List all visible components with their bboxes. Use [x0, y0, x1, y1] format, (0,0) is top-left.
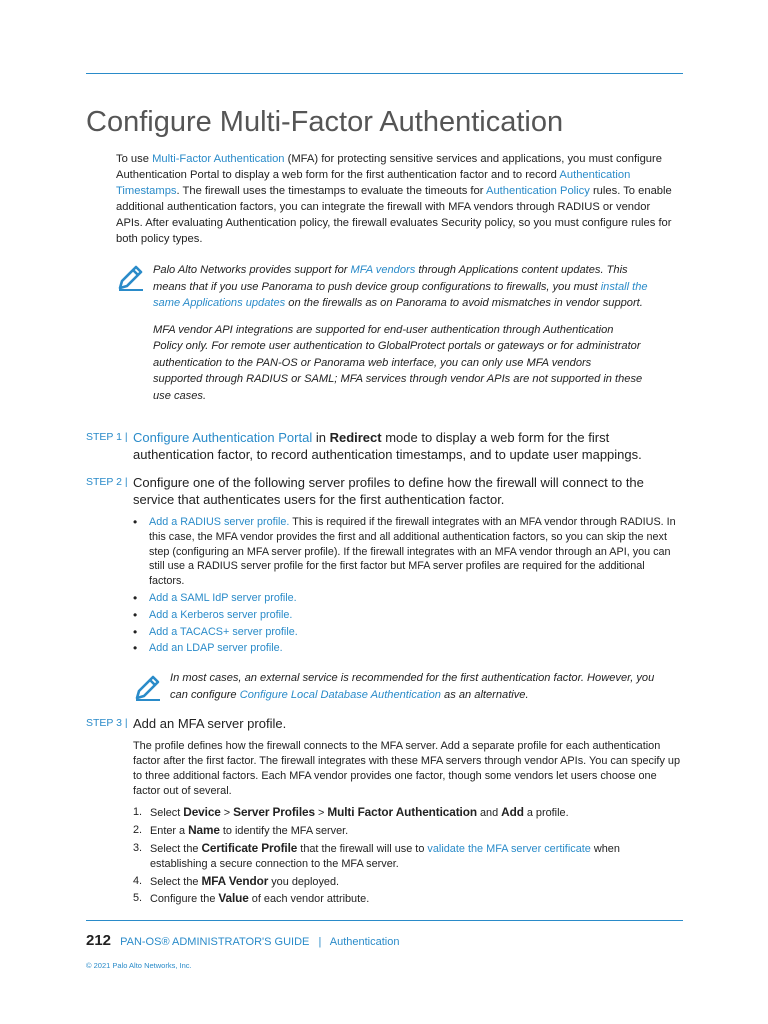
- footer-separator: |: [318, 936, 322, 948]
- list-item-text: to identify the MFA server.: [219, 824, 349, 837]
- note-text-part: Palo Alto Networks provides support for: [153, 264, 351, 276]
- list-item-text: a profile.: [523, 807, 569, 819]
- list-item-text: of each vendor attribute.: [248, 893, 370, 906]
- step-text-part: in: [312, 430, 330, 445]
- bottom-rule: [86, 920, 683, 921]
- page-footer: [86, 932, 399, 949]
- bullet: •: [133, 515, 138, 529]
- step-3-label: STEP 3 |: [86, 717, 128, 729]
- list-item-text: Configure the: [150, 893, 219, 906]
- list-item: [133, 841, 678, 873]
- note-text-part: as an alternative.: [440, 688, 529, 701]
- step-3-text: Add an MFA server profile.: [133, 716, 287, 731]
- copyright: © 2021 Palo Alto Networks, Inc.: [86, 961, 192, 970]
- note-text-part: on the firewalls as on Panorama to avoid mismatches in vendor support.: [285, 297, 643, 309]
- bullet: •: [133, 624, 138, 639]
- ui-term-multi-factor-authentication: Multi Factor Authentication: [327, 805, 477, 819]
- step-1-text: [133, 430, 686, 463]
- list-item-text: when establishing a secure connection to the MFA server.: [150, 842, 620, 870]
- ui-term-value: Value: [218, 891, 249, 906]
- guide-title: PAN-OS® ADMINISTRATOR'S GUIDE: [120, 936, 310, 948]
- step-2-text: Configure one of the following server profiles to define how the firewall will connect to the service that authenticates users for the first authentication factor.: [133, 475, 644, 507]
- list-number: 3.: [133, 841, 143, 854]
- link-add-tacacs-server-profile[interactable]: Add a TACACS+ server profile.: [149, 625, 298, 638]
- ui-term-certificate-profile: Certificate Profile: [201, 840, 298, 855]
- bullet: •: [133, 641, 138, 656]
- intro-text: rules. To enable additional authentication factors, you can integrate the firewall with MFA vendors through RADIUS or vendor APIs. After evaluating Authentication policy, the firewall evaluates Security policy, so you must configure rules for both policy types.: [116, 185, 672, 245]
- list-item: [133, 641, 678, 656]
- list-item-text: This is required if the firewall integrates with an MFA vendor through RADIUS. In this case, the MFA vendor provides the first and all additional authentication factors, so you can skip the next step (configuring an MFA server profile). If the firewall integrates with an MFA vendor through an API, you can still use a RADIUS server profile for the first factor but MFA server profiles are required for the additional factors.: [149, 516, 676, 588]
- list-item-text: Enter a: [150, 824, 189, 837]
- ui-term-device: Device: [183, 805, 221, 819]
- list-item: [133, 591, 678, 606]
- note-text: [170, 670, 660, 703]
- list-item: [133, 891, 678, 907]
- list-item: [133, 823, 678, 839]
- link-install-applications-updates[interactable]: install the same Applications updates: [153, 280, 648, 309]
- ui-term-mfa-vendor: MFA Vendor: [201, 873, 269, 888]
- note-text-2: MFA vendor API integrations are supported for end-user authentication through Authentication Policy only. For remote user authentication to GlobalProtect portals or gateways or for administrator authentication to the PAN-OS or Panorama web interface, you can only use MFA vendors supported through RADIUS or SAML; MFA services through vendor APIs are not supported in these use cases.: [153, 323, 643, 402]
- page-number: 212: [86, 932, 112, 949]
- list-number: 4.: [133, 874, 143, 887]
- step-3-description: The profile defines how the firewall connects to the MFA server. Add a separate profile for each authentication factor after the first factor. The firewall integrates with these MFA servers through vendor APIs. You can specify up to three additional factors. Each MFA vendor provides one factor, though some vendors let users choose one factor out of several.: [133, 740, 681, 797]
- top-rule: [86, 73, 683, 74]
- list-number: 5.: [133, 892, 143, 905]
- server-profile-list: [133, 515, 678, 658]
- step-1-label: STEP 1 |: [86, 431, 128, 443]
- link-add-kerberos-server-profile[interactable]: Add a Kerberos server profile.: [149, 608, 293, 621]
- page-title: Configure Multi-Factor Authentication: [86, 106, 564, 138]
- list-item-text: Select: [150, 807, 184, 819]
- intro-text: (MFA) for protecting sensitive services and applications, you must configure Authentication Portal to display a web form for the first authentication factor and to record: [116, 153, 662, 181]
- step-text-part: mode to display a web form for the first authentication factor, to record authentication timestamps, and to update user mappings.: [133, 430, 642, 462]
- ui-term-server-profiles: Server Profiles: [233, 805, 315, 819]
- list-item: [133, 515, 678, 589]
- list-item-text: >: [220, 807, 234, 819]
- ui-term-add: Add: [501, 805, 524, 819]
- list-item-text: Select the: [150, 842, 202, 855]
- note-text-part: through Applications content updates. This means that if you use Panorama to push device group configurations to firewalls, you must: [153, 264, 628, 293]
- list-item-text: that the firewall will use to: [297, 842, 428, 855]
- bullet: •: [133, 607, 138, 622]
- link-configure-authentication-portal[interactable]: Configure Authentication Portal: [133, 430, 313, 445]
- list-item-text: and: [476, 807, 502, 819]
- step-2: [86, 475, 686, 508]
- list-item: [133, 805, 678, 821]
- link-add-radius-server-profile[interactable]: Add a RADIUS server profile.: [149, 516, 290, 528]
- pencil-note-icon: [133, 672, 163, 702]
- list-item-text: Select the: [150, 875, 202, 888]
- link-authentication-timestamps[interactable]: Authentication Timestamps: [116, 169, 631, 197]
- link-configure-local-database-authentication[interactable]: Configure Local Database Authentication: [239, 688, 441, 701]
- bullet: •: [133, 590, 138, 605]
- list-item-text: >: [314, 807, 328, 819]
- step-3-procedure: [133, 805, 678, 909]
- list-item: [133, 874, 678, 890]
- note-text: [153, 262, 653, 312]
- intro-text: . The firewall uses the timestamps to evaluate the timeouts for: [176, 185, 486, 197]
- step-3: [86, 716, 686, 733]
- intro-text: To use: [116, 153, 153, 165]
- step-2-label: STEP 2 |: [86, 476, 128, 488]
- link-mfa-vendors[interactable]: MFA vendors: [350, 264, 416, 276]
- list-item: [133, 625, 678, 640]
- ui-term-name: Name: [188, 822, 220, 837]
- footer-section: Authentication: [329, 936, 400, 948]
- note-text-part: In most cases, an external service is recommended for the first authentication factor. However, you can configure: [170, 672, 655, 701]
- link-add-ldap-server-profile[interactable]: Add an LDAP server profile.: [149, 642, 283, 655]
- list-number: 2.: [133, 823, 143, 836]
- link-add-saml-idp-server-profile[interactable]: Add a SAML IdP server profile.: [149, 591, 297, 604]
- link-authentication-policy[interactable]: Authentication Policy: [485, 185, 590, 197]
- list-item-text: you deployed.: [268, 875, 340, 888]
- link-multi-factor-authentication[interactable]: Multi-Factor Authentication: [152, 153, 285, 165]
- pencil-note-icon: [116, 262, 146, 292]
- link-validate-mfa-server-certificate[interactable]: validate the MFA server certificate: [427, 842, 591, 855]
- step-1: [86, 430, 686, 463]
- intro-paragraph: [116, 151, 676, 247]
- list-number: 1.: [133, 806, 143, 818]
- list-item: [133, 608, 678, 623]
- ui-term-redirect: Redirect: [329, 430, 382, 445]
